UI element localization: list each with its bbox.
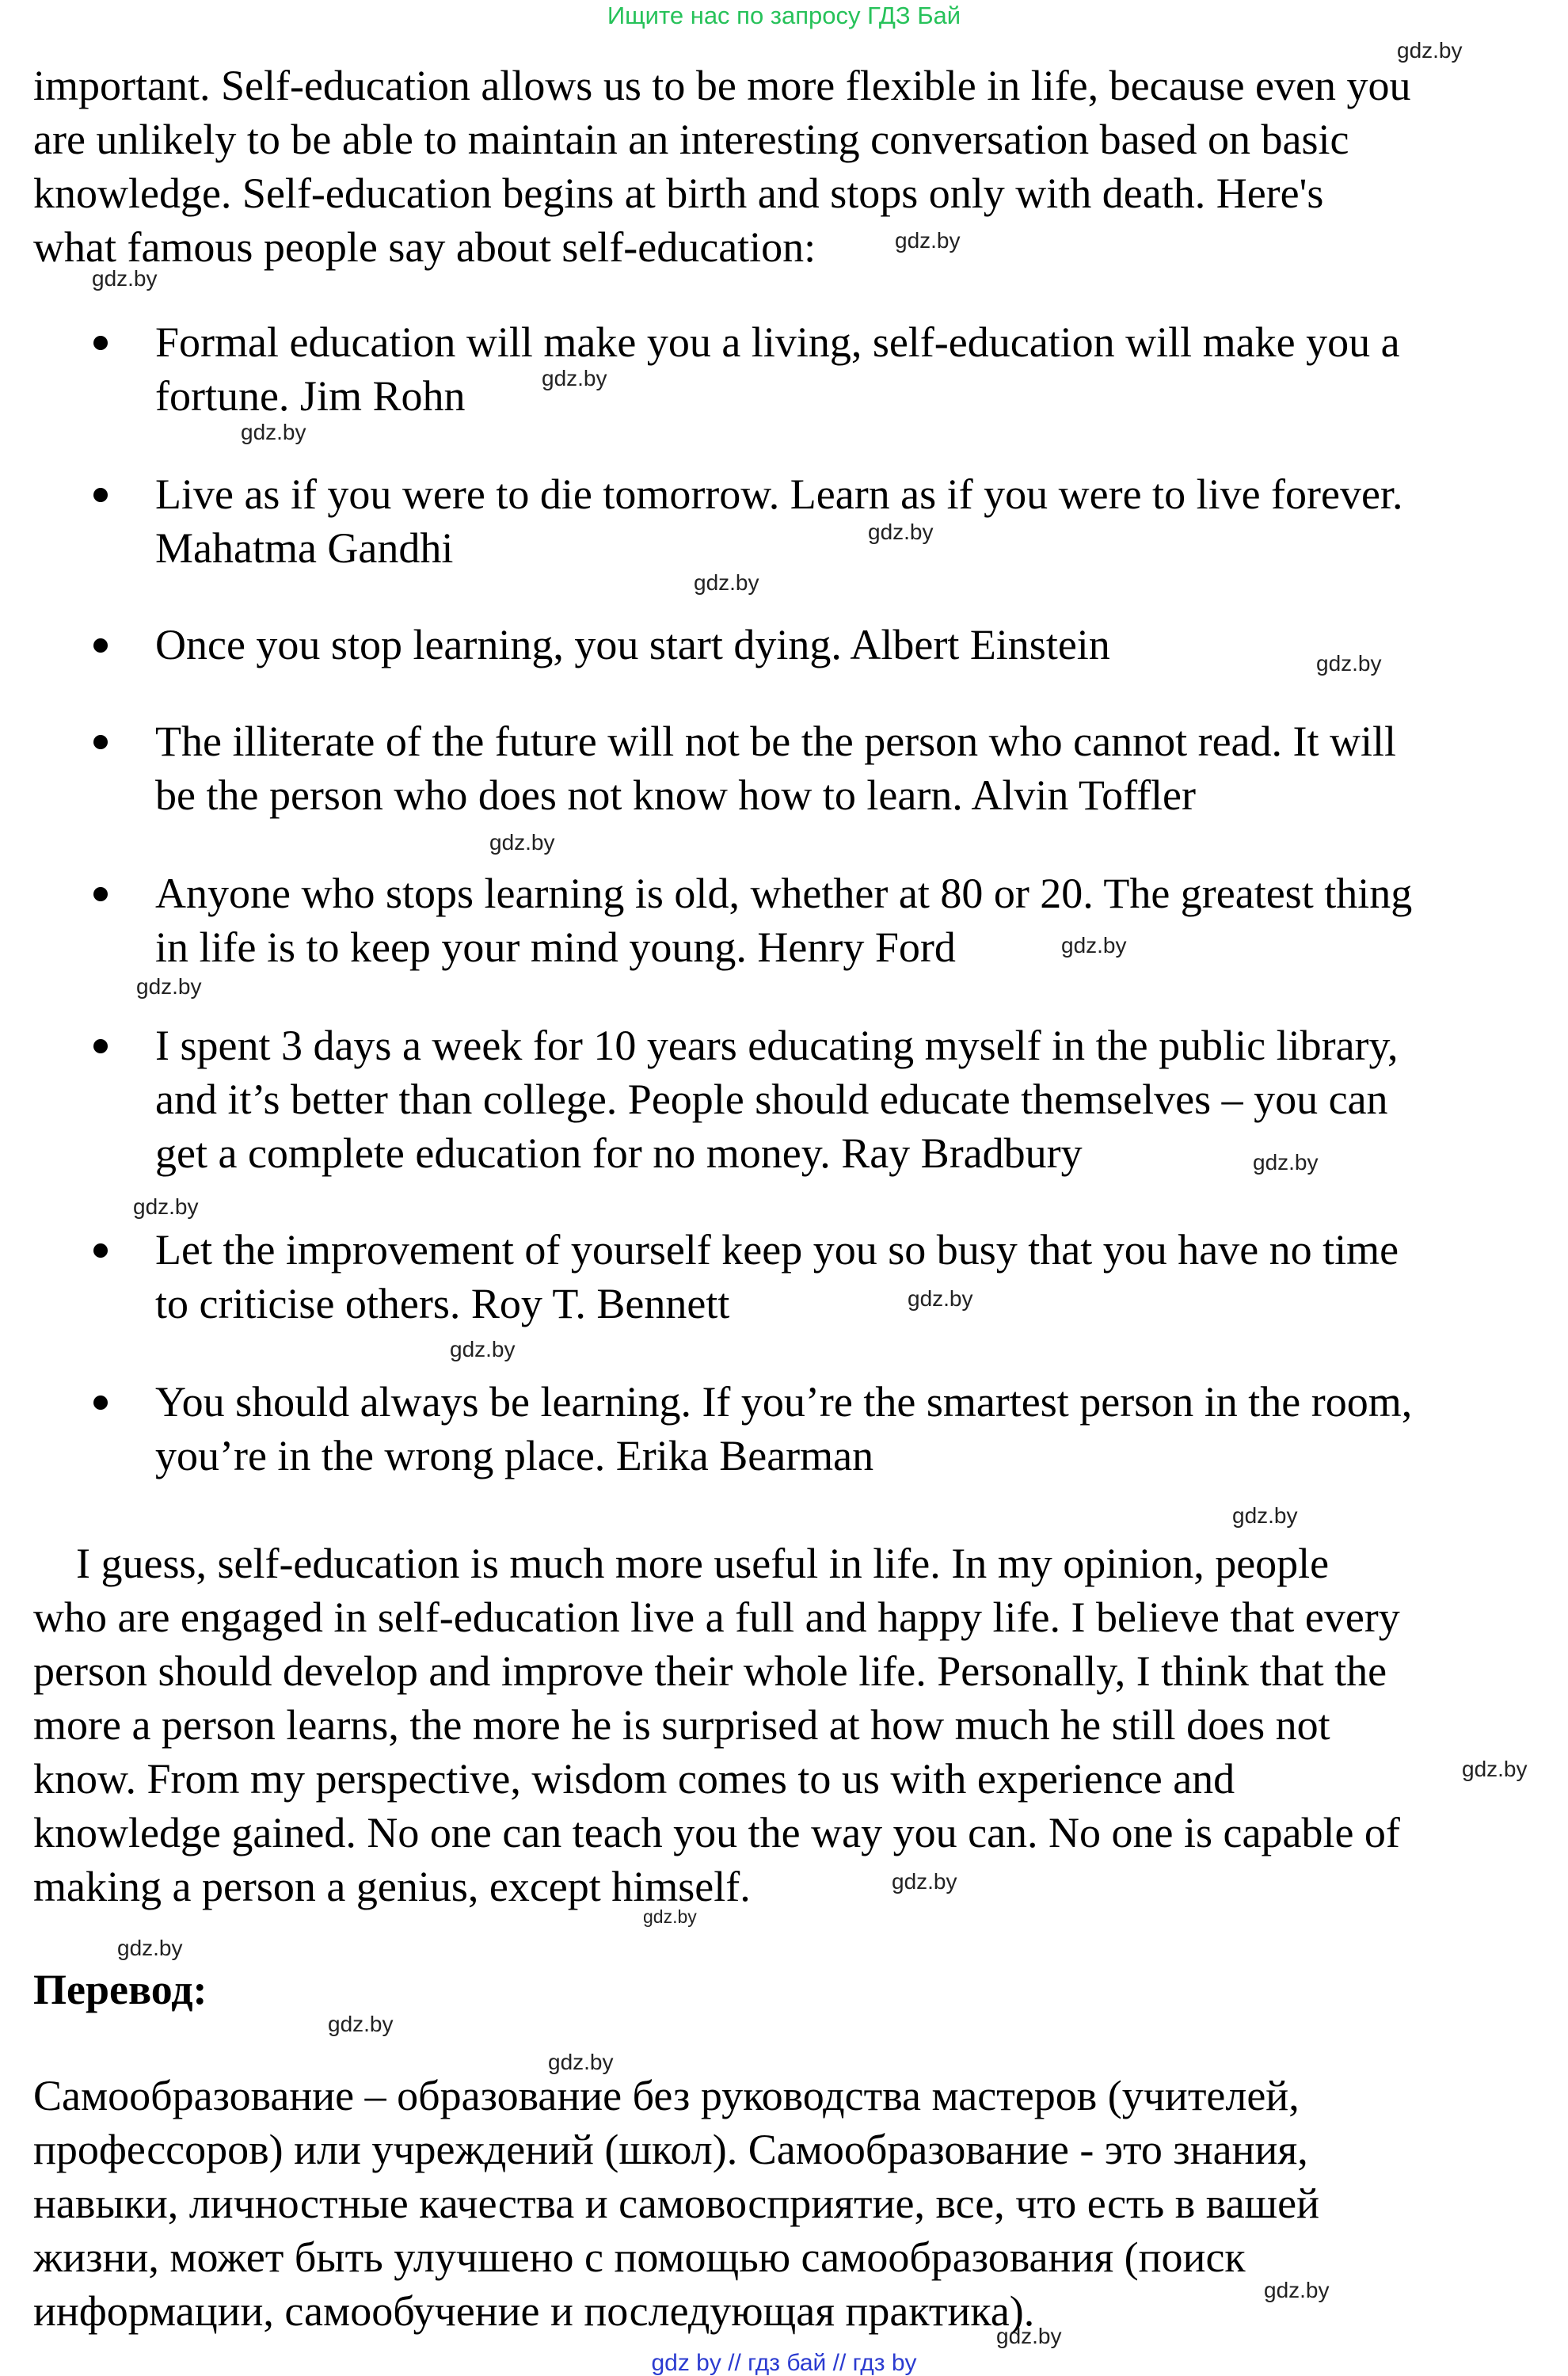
watermark: gdz.by — [1316, 651, 1382, 676]
translation-heading: Перевод: — [33, 1966, 207, 2013]
watermark: gdz.by — [1253, 1150, 1319, 1175]
watermark: gdz.by — [868, 520, 934, 544]
watermark: gdz.by — [133, 1194, 199, 1219]
quote-line: fortune. Jim Rohn — [155, 372, 466, 420]
quote-line: Formal education will make you a living, self-education will make you a — [155, 318, 1400, 366]
conclusion-line: I guess, self-education is much more useful in life. In my opinion, people — [33, 1540, 1330, 1587]
quote-line: in life is to keep your mind young. Henry Ford — [155, 923, 956, 971]
intro-line: what famous people say about self-education: — [33, 223, 816, 271]
quote-line: you’re in the wrong place. Erika Bearman — [155, 1432, 874, 1479]
intro-line: important. Self-education allows us to be more flexible in life, because even you — [33, 62, 1411, 109]
bullet-dot-icon — [93, 488, 108, 502]
bullet-dot-icon — [93, 887, 108, 901]
conclusion-line: person should develop and improve their whole life. Personally, I think that the — [33, 1647, 1387, 1695]
conclusion-line: know. From my perspective, wisdom comes to us with experience and — [33, 1755, 1235, 1803]
watermark: gdz.by — [996, 2324, 1062, 2348]
translation-line: профессоров) или учреждений (школ). Самообразование - это знания, — [33, 2126, 1308, 2173]
top-banner[interactable]: Ищите нас по запросу ГДЗ Бай — [607, 2, 961, 29]
conclusion-line: more a person learns, the more he is surprised at how much he still does not — [33, 1701, 1330, 1749]
watermark: gdz.by — [241, 420, 306, 444]
quote-line: Mahatma Gandhi — [155, 524, 454, 572]
footer-links[interactable]: gdz by // гдз бай // гдз by — [651, 2350, 917, 2376]
quote-line: get a complete education for no money. Ray Bradbury — [155, 1129, 1083, 1177]
watermark: gdz.by — [1397, 38, 1463, 63]
watermark: gdz.by — [328, 2012, 394, 2036]
quote-line: to criticise others. Roy T. Bennett — [155, 1280, 730, 1327]
quote-line: Anyone who stops learning is old, whether at 80 or 20. The greatest thing — [155, 870, 1413, 917]
bullet-dot-icon — [93, 638, 108, 653]
watermark: gdz.by — [908, 1286, 973, 1311]
translation-line: жизни, может быть улучшено с помощью самообразования (поиск — [33, 2233, 1246, 2281]
watermark: gdz.by — [92, 266, 158, 291]
quote-line: The illiterate of the future will not be the person who cannot read. It will — [155, 718, 1397, 765]
watermark: gdz.by — [542, 366, 607, 390]
conclusion-line: making a person a genius, except himself. — [33, 1863, 751, 1910]
bullet-dot-icon — [93, 1396, 108, 1410]
watermark: gdz.by — [1061, 933, 1127, 958]
conclusion-line: knowledge gained. No one can teach you the way you can. No one is capable of — [33, 1809, 1400, 1856]
quote-line: You should always be learning. If you’re the smartest person in the room, — [155, 1378, 1413, 1426]
quote-line: Let the improvement of yourself keep you so busy that you have no time — [155, 1226, 1399, 1274]
intro-line: knowledge. Self-education begins at birth and stops only with death. Here's — [33, 169, 1324, 217]
translation-line: навыки, личностные качества и самовосприятие, все, что есть в вашей — [33, 2180, 1319, 2227]
translation-line: Самообразование – образование без руководства мастеров (учителей, — [33, 2072, 1300, 2119]
watermark: gdz.by — [117, 1936, 183, 1960]
quote-line: I spent 3 days a week for 10 years educating myself in the public library, — [155, 1022, 1399, 1069]
quote-line: Live as if you were to die tomorrow. Learn as if you were to live forever. — [155, 470, 1403, 518]
bullet-dot-icon — [93, 336, 108, 350]
bullet-dot-icon — [93, 1039, 108, 1053]
watermark: gdz.by — [1264, 2278, 1330, 2302]
watermark: gdz.by — [892, 1869, 957, 1894]
intro-line: are unlikely to be able to maintain an interesting conversation based on basic — [33, 116, 1349, 163]
watermark: gdz.by — [643, 1906, 697, 1927]
watermark: gdz.by — [136, 974, 202, 999]
translation-line: информации, самообучение и последующая практика). — [33, 2287, 1035, 2335]
watermark: gdz.by — [548, 2050, 614, 2074]
quote-line: Once you stop learning, you start dying. Albert Einstein — [155, 621, 1110, 668]
quote-line: be the person who does not know how to learn. Alvin Toffler — [155, 771, 1197, 819]
conclusion-line: who are engaged in self-education live a full and happy life. I believe that every — [33, 1594, 1400, 1641]
watermark: gdz.by — [450, 1337, 516, 1361]
quote-line: and it’s better than college. People should educate themselves – you can — [155, 1076, 1388, 1123]
watermark: gdz.by — [1462, 1757, 1528, 1781]
watermark: gdz.by — [1232, 1503, 1298, 1528]
bullet-dot-icon — [93, 735, 108, 749]
watermark: gdz.by — [489, 830, 555, 855]
bullet-dot-icon — [93, 1243, 108, 1258]
watermark: gdz.by — [895, 228, 961, 253]
watermark: gdz.by — [694, 570, 759, 595]
